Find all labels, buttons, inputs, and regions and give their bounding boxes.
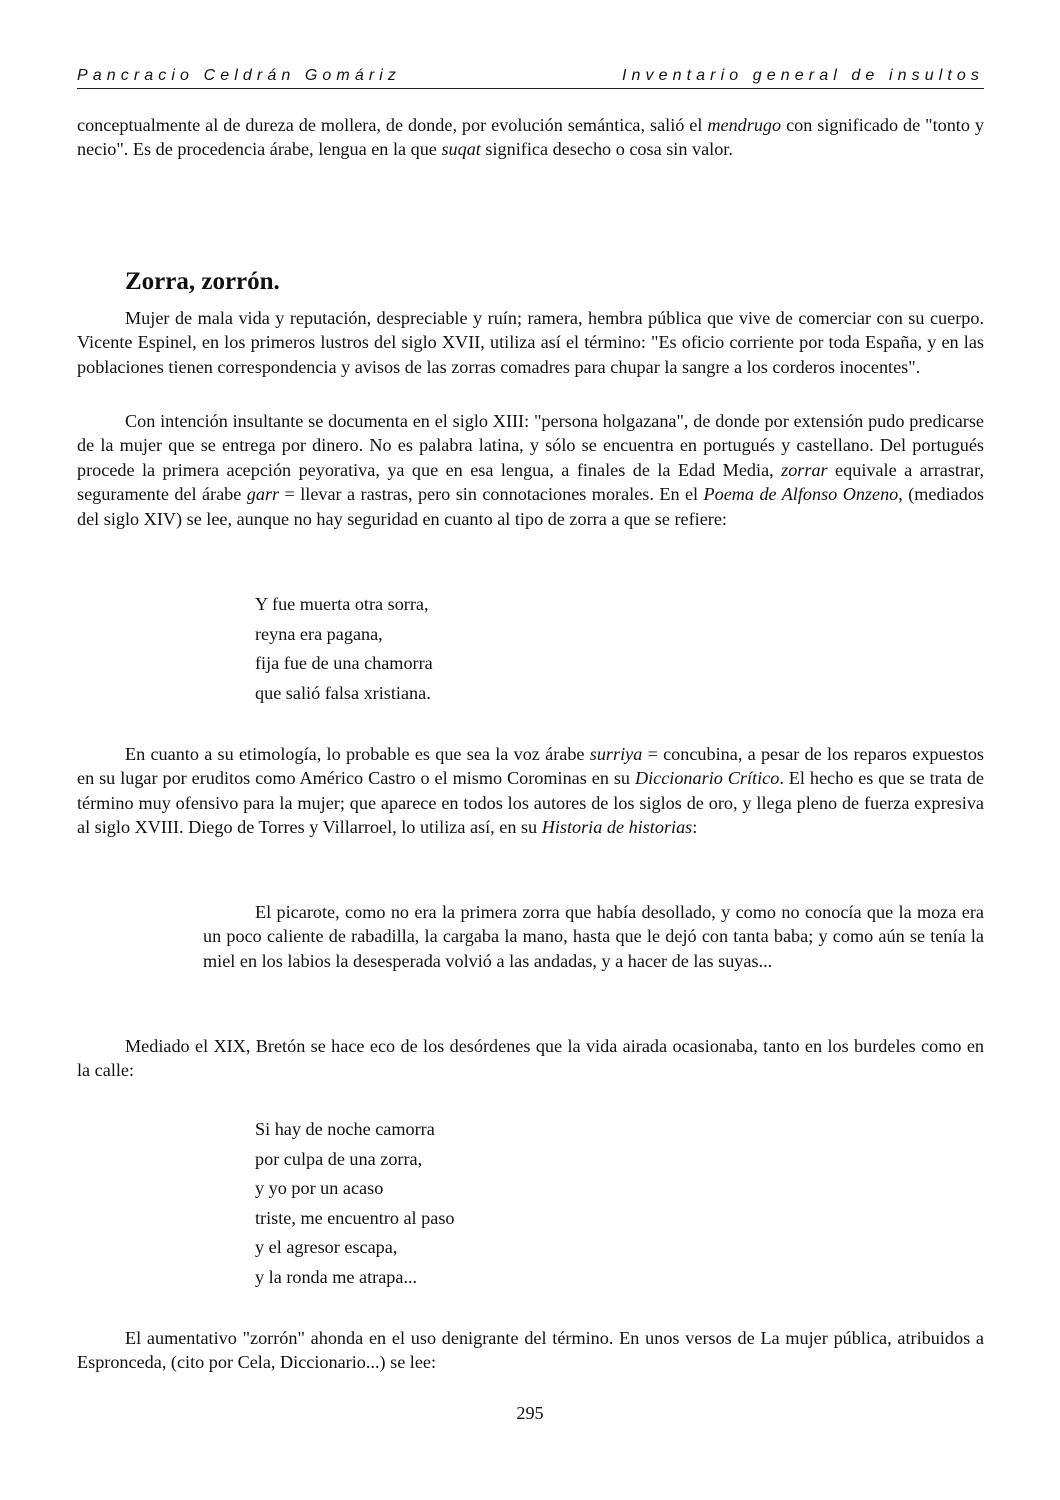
verse-line: reyna era pagana, <box>255 623 383 644</box>
etymology-arabic-paragraph: En cuanto a su etimología, lo probable es que sea la voz árabe surriya = concubina, a pesar de los reparos expuestos en su lugar por eruditos como Américo Castro o el mismo Corominas en su Diccionario Crítico. El hecho es que se trata de término muy ofensivo para la mujer; que aparece en todos los autores de los siglos de oro, y llega pleno de fuerza expresiva al siglo XVIII. Diego de Torres y Villarroel, lo utiliza así, en su Historia de historias: <box>77 744 984 838</box>
header-author: Pancracio Celdrán Gomáriz <box>77 67 402 84</box>
definition-paragraph: Mujer de mala vida y reputación, despreciable y ruín; ramera, hembra pública que vive de comerciar con su cuerpo. Vicente Espinel, en los primeros lustros del siglo XVII, utiliza así el término: "Es oficio corriente por toda España, y en las poblaciones tienen correspondencia y avisos de las zorras comadres para chupar la sangre a los corderos inocentes". <box>77 308 984 377</box>
running-header <box>77 66 984 89</box>
verse-breton <box>255 1115 455 1293</box>
verse-line: y yo por un acaso <box>255 1178 384 1199</box>
header-book-title: Inventario general de insultos <box>621 67 984 84</box>
verse-line: y la ronda me atrapa... <box>255 1266 418 1287</box>
italic-term: zorrar <box>781 459 828 480</box>
page-number: 295 <box>516 1403 544 1423</box>
italic-term: Poema de Alfonso Onzeno <box>703 484 899 505</box>
verse-line: que salió falsa xristiana. <box>255 682 431 703</box>
italic-term: Diccionario Crítico <box>634 768 780 789</box>
verse-line: por culpa de una zorra, <box>255 1148 423 1169</box>
verse-alfonso-onzeno <box>255 590 433 708</box>
italic-term: suqat <box>441 139 481 160</box>
continuation-paragraph: conceptualmente al de dureza de mollera, de donde, por evolución semántica, salió el mendrugo con significado de "tonto y necio". Es de procedencia árabe, lengua en la que suqat significa desecho o cosa sin valor. <box>77 115 984 160</box>
entry-title: Zorra, zorrón. <box>125 268 280 295</box>
italic-term: Historia de historias <box>541 817 693 838</box>
block-quote-torres-villarroel: El picarote, como no era la primera zorra que había desollado, y como no conocía que la moza era un poco caliente de rabadilla, la cargaba la mano, hasta que le dejó con tanta baba; y como aún se tenía la miel en los labios la desesperada volvió a las andadas, y a hacer de las suyas... <box>203 902 984 971</box>
zorron-paragraph: El aumentativo "zorrón" ahonda en el uso denigrante del término. En unos versos de La mujer pública, atribuidos a Espronceda, (cito por Cela, Diccionario...) se lee: <box>77 1328 984 1373</box>
italic-term: surriya <box>589 744 643 764</box>
verse-line: triste, me encuentro al paso <box>255 1207 455 1228</box>
italic-term: mendrugo <box>707 115 782 135</box>
italic-term: garr <box>246 484 280 505</box>
verse-line: Si hay de noche camorra <box>255 1119 435 1139</box>
etymology-paragraph: Con intención insultante se documenta en el siglo XIII: "persona holgazana", de donde por extensión pudo predicarse de la mujer que se entrega por dinero. No es palabra latina, y sólo se encuentra en portugués y castellano. Del portugués procede la primera acepción peyorativa, ya que en esa lengua, a finales de la Edad Media, zorrar equivale a arrastrar, seguramente del árabe garr = llevar a rastras, pero sin connotaciones morales. En el Poema de Alfonso Onzeno, (mediados del siglo XIV) se lee, aunque no hay seguridad en cuanto al tipo de zorra a que se refiere: <box>77 411 984 529</box>
verse-line: y el agresor escapa, <box>255 1237 398 1258</box>
verse-line: Y fue muerta otra sorra, <box>255 594 429 614</box>
verse-line: fija fue de una chamorra <box>255 653 433 674</box>
breton-paragraph: Mediado el XIX, Bretón se hace eco de los desórdenes que la vida airada ocasionaba, tanto en los burdeles como en la calle: <box>77 1036 984 1081</box>
